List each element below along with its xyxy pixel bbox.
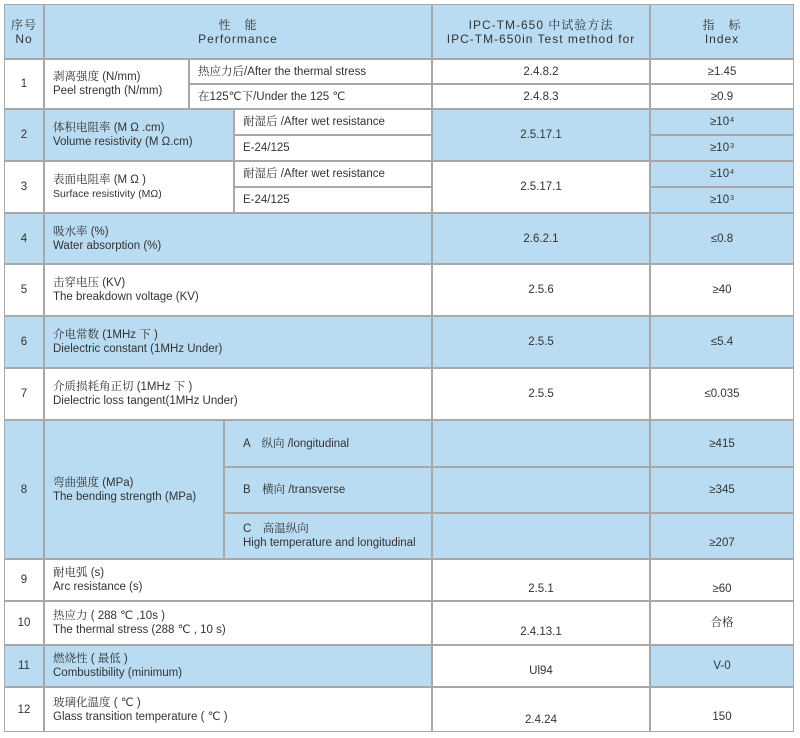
row1-condition-2: 在125℃下/Under the 125 ℃: [189, 84, 432, 109]
row3-condition-1: 耐湿后 /After wet resistance: [234, 161, 432, 187]
row4-en: Water absorption (%): [53, 239, 162, 252]
row2-index-1-base: ≥10: [709, 116, 730, 128]
row8-no: 8: [4, 420, 44, 559]
row1-index-2: ≥0.9: [650, 84, 794, 109]
row11-method: Ul94: [432, 645, 650, 687]
row5-zh: 击穿电压 (KV): [53, 277, 126, 289]
row1-method-2: 2.4.8.3: [432, 84, 650, 109]
header-performance-zh: 性 能: [218, 17, 258, 32]
row3-condition-2: E-24/125: [234, 187, 432, 213]
row8-method-3: [432, 513, 650, 559]
row11-zh: 燃烧性 ( 最低 ): [53, 653, 128, 665]
row2-method: 2.5.17.1: [432, 109, 650, 161]
row3-property: [44, 161, 234, 213]
row2-condition-2: E-24/125: [234, 135, 432, 161]
row5-en: The breakdown voltage (KV): [53, 291, 199, 303]
row3-index-1-base: ≥10: [709, 168, 730, 180]
row2-index-1: ≥10 $^4$: [650, 109, 794, 135]
row5-no: 5: [4, 264, 44, 316]
row11-en: Combustibility (minimum): [53, 667, 183, 679]
row4-property: [44, 213, 432, 264]
header-index-zh: 指 标: [702, 17, 742, 32]
row1-property: [44, 59, 189, 109]
row7-index: ≤0.035: [650, 368, 794, 420]
row8-method-2: [432, 467, 650, 513]
row9-en: Arc resistance (s): [53, 581, 143, 593]
row8-index-1: ≥415: [650, 420, 794, 467]
row6-zh: 介电常数 (1MHz 下 ): [53, 329, 158, 341]
row1-zh: 剥离强度 (N/mm): [53, 71, 141, 83]
row2-index-2: ≥10 $^3$: [650, 135, 794, 161]
row3-zh: 表面电阻率 (M Ω ): [53, 174, 146, 186]
header-index: [650, 4, 794, 59]
row2-no: 2: [4, 109, 44, 161]
row2-index-2-base: ≥10: [709, 142, 730, 154]
row9-no: 9: [4, 559, 44, 601]
row6-method: 2.5.5: [432, 316, 650, 368]
row8-zh: 弯曲强度 (MPa): [53, 476, 134, 489]
row6-property: [44, 316, 432, 368]
row8-condition-3-en: High temperature and longitudinal: [243, 537, 416, 549]
row7-property: [44, 368, 432, 420]
row4-method: 2.6.2.1: [432, 213, 650, 264]
row10-property: [44, 601, 432, 645]
row9-property: [44, 559, 432, 601]
row1-method-1: 2.4.8.2: [432, 59, 650, 84]
row7-zh: 介质损耗角正切 (1MHz 下 ): [53, 381, 193, 393]
row8-en: The bending strength (MPa): [53, 490, 197, 503]
row3-method: 2.5.17.1: [432, 161, 650, 213]
row12-index: 150: [650, 687, 794, 732]
row8-condition-3-zh: C 高温纵向: [243, 523, 309, 535]
header-performance: [44, 4, 432, 59]
row5-method: 2.5.6: [432, 264, 650, 316]
row1-en: Peel strength (N/mm): [53, 85, 163, 97]
row1-condition-1: 热应力后/After the thermal stress: [189, 59, 432, 84]
row2-condition-1: 耐湿后 /After wet resistance: [234, 109, 432, 135]
row10-index: 合格: [650, 601, 794, 645]
header-index-en: Index: [704, 31, 740, 46]
row5-index: ≥40: [650, 264, 794, 316]
row8-index-2: ≥345: [650, 467, 794, 513]
row9-index: ≥60: [650, 559, 794, 601]
row6-en: Dielectric constant (1MHz Under): [53, 343, 223, 355]
row7-method: 2.5.5: [432, 368, 650, 420]
row11-property: [44, 645, 432, 687]
row9-method: 2.5.1: [432, 559, 650, 601]
row10-no: 10: [4, 601, 44, 645]
spec-table: [4, 4, 794, 732]
header-method-zh: IPC-TM-650 中试验方法: [468, 17, 614, 32]
row6-no: 6: [4, 316, 44, 368]
row8-property: [44, 420, 224, 559]
row2-zh: 体积电阻率 (M Ω .cm): [53, 122, 165, 134]
row6-index: ≤5.4: [650, 316, 794, 368]
row1-index-1: ≥1.45: [650, 59, 794, 84]
row10-en: The thermal stress (288 ℃ , 10 s): [53, 624, 226, 636]
row9-zh: 耐电弧 (s): [53, 567, 105, 579]
row3-index-2: ≥10 $^3$: [650, 187, 794, 213]
row7-en: Dielectric loss tangent(1MHz Under): [53, 395, 238, 407]
header-performance-en: Performance: [198, 31, 278, 46]
row12-en: Glass transition temperature ( ℃ ): [53, 710, 228, 723]
row12-zh: 玻璃化温度 ( ℃ ): [53, 696, 141, 709]
row12-no: 12: [4, 687, 44, 732]
row12-property: [44, 687, 432, 732]
row5-property: [44, 264, 432, 316]
header-method: [432, 4, 650, 59]
row1-no: 1: [4, 59, 44, 109]
row3-index-1: ≥10 $^4$: [650, 161, 794, 187]
row2-en: Volume resistivity (M Ω.cm): [53, 136, 193, 148]
row4-zh: 吸水率 (%): [53, 225, 109, 238]
row12-method: 2.4.24: [432, 687, 650, 732]
row10-method: 2.4.13.1: [432, 601, 650, 645]
row4-no: 4: [4, 213, 44, 264]
header-no: [4, 4, 44, 59]
row10-zh: 热应力 ( 288 ℃ ,10s ): [53, 610, 165, 622]
row11-index: V-0: [650, 645, 794, 687]
header-method-en: IPC-TM-650in Test method for: [446, 31, 636, 46]
row4-index: ≤0.8: [650, 213, 794, 264]
header-no-en: No: [15, 31, 33, 46]
row3-no: 3: [4, 161, 44, 213]
row8-index-3: ≥207: [650, 513, 794, 559]
row2-property: [44, 109, 234, 161]
header-no-zh: 序号: [10, 17, 37, 32]
row7-no: 7: [4, 368, 44, 420]
row3-index-2-base: ≥10: [709, 194, 730, 206]
row8-condition-2: B 横向 /transverse: [224, 467, 432, 513]
row8-condition-3: [224, 513, 432, 559]
row8-method-1: [432, 420, 650, 467]
row3-en: Surface resistivity (MΩ): [53, 188, 162, 200]
row11-no: 11: [4, 645, 44, 687]
row8-condition-1: A 纵向 /longitudinal: [224, 420, 432, 467]
